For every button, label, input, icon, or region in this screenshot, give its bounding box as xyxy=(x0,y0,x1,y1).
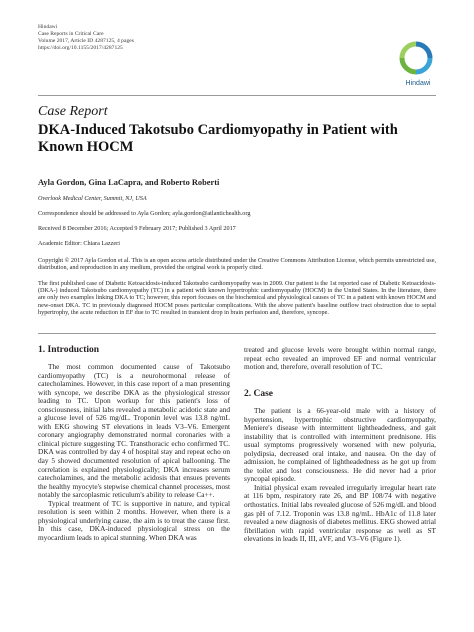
correspondence: Correspondence should be addressed to Ayla Gordon; ayla.gordon@atlantichealth.org xyxy=(38,210,251,217)
left-column xyxy=(38,363,230,542)
author-list: Ayla Gordon, Gina LaCapra, and Roberto Roberti xyxy=(38,178,220,187)
case-paragraph-2: Initial physical exam revealed irregularly irregular heart rate at 116 bpm, respiratory rate 26, and BP 108/74 with negative orthostatics. Initial labs revealed glucose of 526 mg/dL and blood gas pH of 7.12. Troponin was 13.8 ng/mL. HbA1c of 11.8 later revealed a new diagnosis of diabetes mellitus. EKG showed atrial fibrillation with rapid ventricular response as well as ST elevations in leads II, III, aVF, and V3–V6 (Figure 1). xyxy=(244,482,436,544)
doi-link[interactable]: https://doi.org/10.1155/2017/4287125 xyxy=(38,45,123,51)
case-heading: 2. Case xyxy=(244,389,274,399)
abstract: The first published case of Diabetic Ketoacidosis-induced Takotsubo cardiomyopathy was in 2009. Our patient is the 1st reported case of Diabetic Ketoacidosis- (DKA-) induced Takotsubo cardiomyopathy (TC) in a patient with known hypertrophic cardiomyopathy (HOCM) in the United States. In the literature, there are only two examples linking DKA to TC; however, this report focuses on the biochemical and physiological causes of TC in a patient with known HOCM and new-onset DKA. TC in previously diagnosed HOCM poses particular complications. With the above patient's baseline outflow tract obstruction due to septal hypertrophy, the acute reduction in EF due to TC resulted in transient drop in brain perfusion and, therefore, syncope. xyxy=(38,280,436,316)
intro-continuation: treated and glucose levels were brought within normal range, repeat echo revealed an improved EF and normal ventricular motion and, therefore, overall resolution of TC. xyxy=(244,345,436,372)
header-divider xyxy=(38,95,436,96)
article-title: DKA-Induced Takotsubo Cardiomyopathy in Patient with Known HOCM xyxy=(38,122,398,155)
article-type: Case Report xyxy=(38,104,108,119)
journal-header xyxy=(38,24,134,52)
introduction-heading: 1. Introduction xyxy=(38,345,100,355)
journal-name: Case Reports in Critical Care xyxy=(38,31,104,37)
article-dates: Received 8 December 2016; Accepted 9 February 2017; Published 3 April 2017 xyxy=(38,225,236,232)
affiliation: Overlook Medical Center, Summit, NJ, USA xyxy=(38,195,147,202)
academic-editor: Academic Editor: Chiara Lazzeri xyxy=(38,240,120,247)
abstract-divider xyxy=(38,333,436,334)
right-column xyxy=(244,407,436,544)
intro-paragraph-1: The most common documented cause of Takotsubo cardiomyopathy (TC) is a neurohormonal release of catecholamines. However, in this case report of a man presenting with syncope, we describe DKA as the physiological stressor leading to TC. Upon workup for this patient's loss of consciousness, initial labs revealed a metabolic acidotic state and a glucose level of 526 mg/dL. Troponin level was 13.8 ng/mL with EKG showing ST elevations in leads V3–V6. Emergent coronary angiography demonstrated normal coronaries with a clinical picture suggesting TC. Transthoracic echo confirmed TC. DKA was controlled by day 4 of hospital stay and repeat echo on day 5 showed documented resolution of apical ballooning. The correlation is explained physiologically; DKA increases serum catecholamines, and the metabolic acidosis that ensues prevents the healthy myocyte's stepwise chemical channel processes, most notably the sarcoplasmic reticulum's ability to release Ca++. xyxy=(38,362,230,500)
case-paragraph-1: The patient is a 66-year-old male with a history of hypertension, hypertrophic obstructive cardiomyopathy, Meniere's disease with intermittent lightheadedness, and gait instability that is controlled with intermittent prednisone. His usual symptoms progressively worsened with new polyuria, polydipsia, decreased oral intake, and nausea. On the day of admission, he complained of lightheadedness as he got up from the toilet and lost consciousness. He did never had a prior syncopal episode. xyxy=(244,406,436,484)
hindawi-logo-icon xyxy=(396,38,436,78)
volume-info: Volume 2017, Article ID 4287125, 4 pages xyxy=(38,38,134,44)
logo-label: Hindawi xyxy=(405,80,431,87)
copyright-notice: Copyright © 2017 Ayla Gordon et al. This is an open access article distributed under the Creative Commons Attribution License, which permits unrestricted use, distribution, and reproduction in any medium, provided the original work is properly cited. xyxy=(38,257,436,272)
right-column-top xyxy=(244,346,436,372)
intro-paragraph-2: Typical treatment of TC is supportive in nature, and typical resolution is seen within 2 months. However, when there is a physiological underlying cause, the aim is to treat the cause first. In this case, DKA-induced physiological stress on the myocardium leads to apical stunning. When DKA was xyxy=(38,498,230,542)
publisher-line: Hindawi xyxy=(38,24,58,30)
